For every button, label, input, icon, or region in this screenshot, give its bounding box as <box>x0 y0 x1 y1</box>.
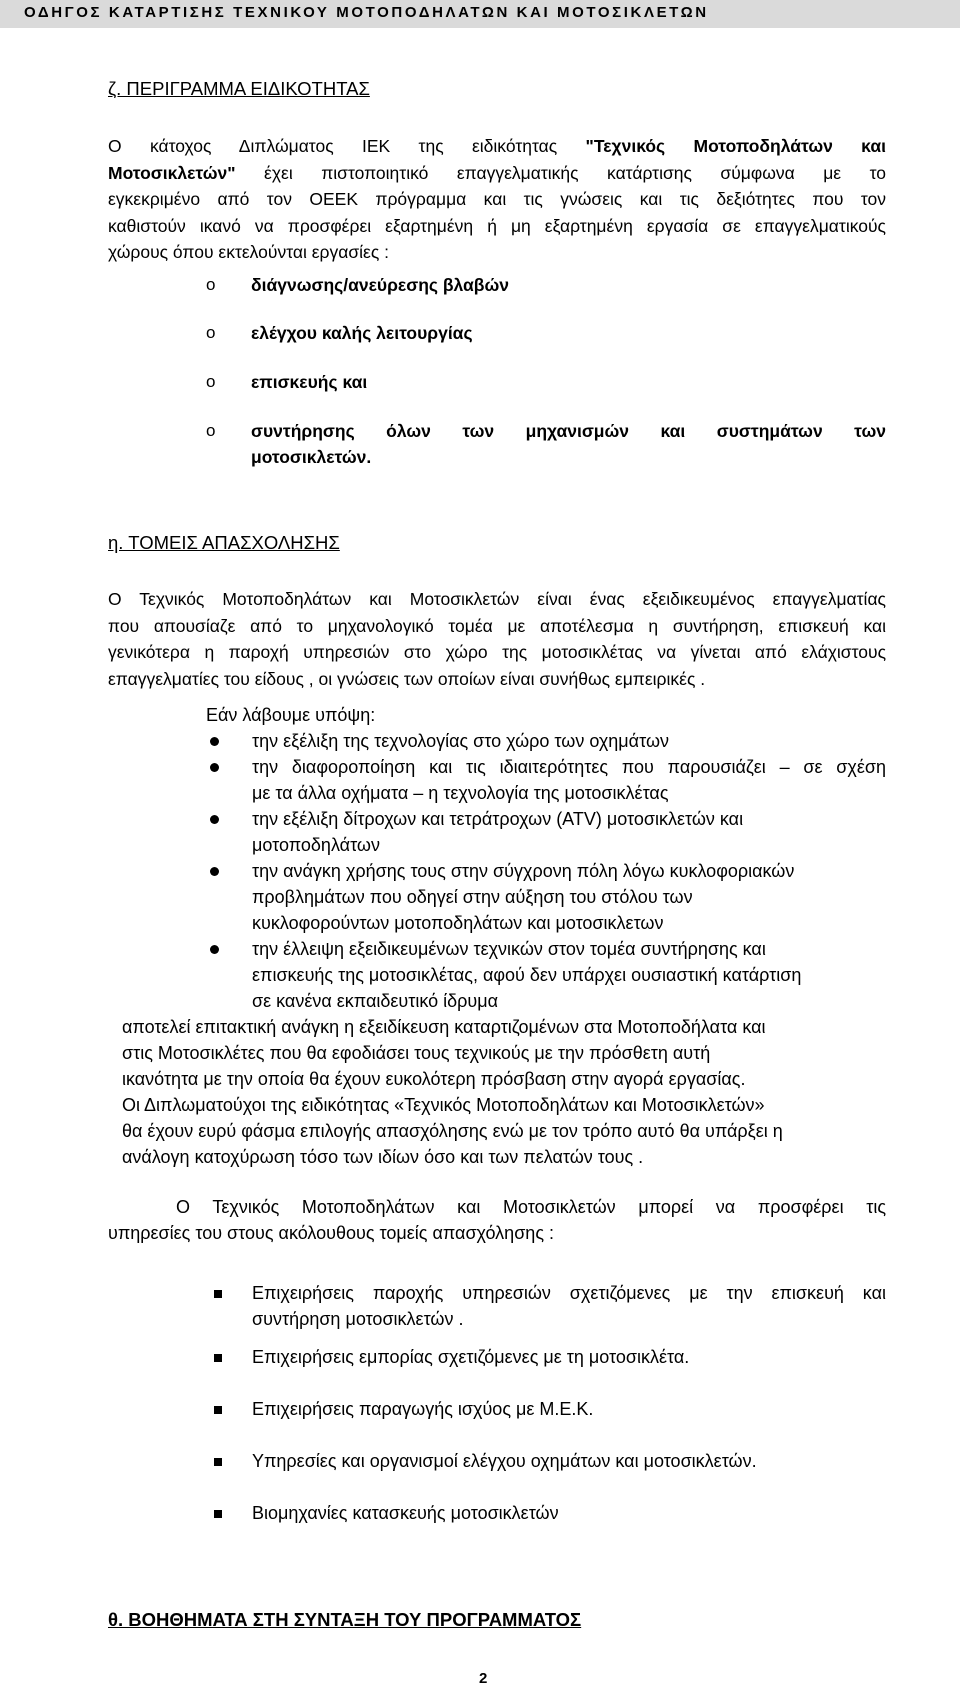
circle-bullet-icon: o <box>206 421 216 440</box>
list-item-text: ελέγχου καλής λειτουργίας <box>251 323 473 343</box>
intro-line: χώρους όπου εκτελούνται εργασίες : <box>108 242 390 262</box>
square-bullet-icon <box>214 1354 222 1362</box>
consideration-text: την διαφοροποίηση και τις ιδιαιτερότητες που παρουσιάζει – σε σχέση <box>252 757 886 777</box>
paragraph-line: που απουσίαζε από το μηχανολογικό τομέα με αποτέλεσμα η συντήρηση, επισκευή και <box>108 615 886 636</box>
intro-line: καθιστούν ικανό να προσφέρει εξαρτημένη ή μη εξαρτημένη εργασία σε επαγγελματικούς <box>108 215 886 236</box>
consideration-text: την εξέλιξη δίτροχων και τετράτροχων (ATV) μοτοσικλετών και <box>252 809 744 829</box>
circle-bullet-icon: o <box>206 323 216 342</box>
conclusion-line: Οι Διπλωματούχοι της ειδικότητας «Τεχνικός Μοτοποδηλάτων και Μοτοσικλετών» <box>122 1095 765 1115</box>
bullet-icon <box>210 945 219 954</box>
circle-bullet-icon: o <box>206 275 216 294</box>
paragraph-line: γενικότερα η παροχή υπηρεσιών στο χώρο της μοτοσικλέτας να γίνεται από ελάχιστους <box>108 642 886 662</box>
services-intro <box>108 1194 886 1246</box>
profile-intro <box>108 133 886 266</box>
conclusion-line: ικανότητα με την οποία θα έχουν ευκολότερη πρόσβαση στην αγορά εργασίας. <box>122 1069 746 1089</box>
consideration-text: κυκλοφορούντων μοτοποδηλάτων και μοτοσικλετων <box>252 913 664 933</box>
services-intro-line: Ο Τεχνικός Μοτοποδηλάτων και Μοτοσικλετών μπορεί να προσφέρει τις <box>176 1197 886 1217</box>
sector-text: Επιχειρήσεις παροχής υπηρεσιών σχετιζόμενες με την επισκευή και <box>252 1283 886 1303</box>
list-item-text: μοτοσικλετών. <box>251 447 372 467</box>
consideration-text: μοτοποδηλάτων <box>252 835 380 855</box>
sector-text: Επιχειρήσεις παραγωγής ισχύος με Μ.Ε.Κ. <box>252 1399 594 1419</box>
bullet-icon <box>210 763 219 772</box>
page-header <box>0 0 960 28</box>
conclusion-line: αποτελεί επιτακτική ανάγκη η εξειδίκευση καταρτιζομένων στα Μοτοποδήλατα και <box>122 1017 766 1037</box>
services-intro-line: υπηρεσίες του στους ακόλουθους τομείς απασχόλησης : <box>108 1223 554 1243</box>
sector-text: Επιχειρήσεις εμπορίας σχετιζόμενες με τη μοτοσικλέτα. <box>252 1347 690 1367</box>
circle-bullet-icon: o <box>206 372 216 391</box>
consideration-text: με τα άλλα οχήματα – η τεχνολογία της μοτοσικλέτας <box>252 783 669 803</box>
consideration-text: την ανάγκη χρήσης τους στην σύγχρονη πόλη λόγω κυκλοφοριακών <box>252 861 795 881</box>
employment-paragraph <box>108 586 886 692</box>
sector-text: Βιομηχανίες κατασκευής μοτοσικλετών <box>252 1503 559 1523</box>
list-item-text: συντήρησης όλων των μηχανισμών και συστημάτων των <box>251 421 886 441</box>
consideration-text: προβλημάτων που οδηγεί στην αύξηση του στόλου των <box>252 887 693 907</box>
list-item-text: επισκευής και <box>251 372 368 392</box>
consideration-text: επισκευής της μοτοσικλέτας, αφού δεν υπάρχει ουσιαστική κατάρτιση <box>252 965 802 985</box>
intro-line: Ο κάτοχος Διπλώματος ΙΕΚ της ειδικότητας "Τεχνικός Μοτοποδηλάτων και <box>108 136 886 156</box>
paragraph-line: επαγγελματίες του είδους , οι γνώσεις των οποίων είναι συνήθως εμπειρικές . <box>108 668 706 689</box>
intro-line: Μοτοσικλετών" έχει πιστοποιητικό επαγγελματικής κατάρτισης σύμφωνα με το <box>108 162 886 183</box>
square-bullet-icon <box>214 1510 222 1518</box>
section-heading-employment: η. ΤΟΜΕΙΣ ΑΠΑΣΧΟΛΗΣΗΣ <box>108 532 340 553</box>
bullet-icon <box>210 737 219 746</box>
conclusion-line: ανάλογη κατοχύρωση τόσο των ιδίων όσο και των πελατών τους . <box>122 1147 644 1167</box>
intro-line: εγκεκριμένο από τον ΟΕΕΚ πρόγραμμα και τις γνώσεις και τις δεξιότητες που τον <box>108 189 886 209</box>
consideration-text: την εξέλιξη της τεχνολογίας στο χώρο των οχημάτων <box>252 731 669 751</box>
section-heading-profile: ζ. ΠΕΡΙΓΡΑΜΜΑ ΕΙΔΙΚΟΤΗΤΑΣ <box>108 78 370 99</box>
square-bullet-icon <box>214 1290 222 1298</box>
section-heading-aids: θ. ΒΟΗΘΗΜΑΤΑ ΣΤΗ ΣΥΝΤΑΞΗ ΤΟΥ ΠΡΟΓΡΑΜΜΑΤΟΣ <box>108 1609 582 1630</box>
conclusion-paragraph <box>122 1014 882 1170</box>
list-item-text: διάγνωσης/ανεύρεσης βλαβών <box>251 275 509 295</box>
conclusion-line: θα έχουν ευρύ φάσμα επιλογής απασχόλησης ενώ με τον τρόπο αυτό θα υπάρξει η <box>122 1121 783 1141</box>
bullet-icon <box>210 867 219 876</box>
consideration-text: σε κανένα εκπαιδευτικό ίδρυμα <box>252 991 499 1011</box>
sector-text: συντήρηση μοτοσικλετών . <box>252 1309 464 1329</box>
paragraph-line: Ο Τεχνικός Μοτοποδηλάτων και Μοτοσικλετών είναι ένας εξειδικευμένος επαγγελματίας <box>108 589 886 609</box>
sector-text: Υπηρεσίες και οργανισμοί ελέγχου οχημάτων και μοτοσικλετών. <box>252 1451 757 1471</box>
page-number: 2 <box>479 1670 488 1687</box>
consideration-text: την έλλειψη εξειδικευμένων τεχνικών στον τομέα συντήρησης και <box>252 939 766 959</box>
square-bullet-icon <box>214 1458 222 1466</box>
considerations-label: Εάν λάβουμε υπόψη: <box>206 705 376 725</box>
document-title: ΟΔΗΓΟΣ ΚΑΤΑΡΤΙΣΗΣ ΤΕΧΝΙΚΟΥ ΜΟΤΟΠΟΔΗΛΑΤΩΝ ΚΑΙ ΜΟΤΟΣΙΚΛΕΤΩΝ <box>24 4 709 21</box>
square-bullet-icon <box>214 1406 222 1414</box>
bullet-icon <box>210 815 219 824</box>
list-item <box>206 418 886 470</box>
conclusion-line: στις Μοτοσικλέτες που θα εφοδιάσει τους τεχνικούς με την πρόσθετη αυτή <box>122 1043 711 1063</box>
